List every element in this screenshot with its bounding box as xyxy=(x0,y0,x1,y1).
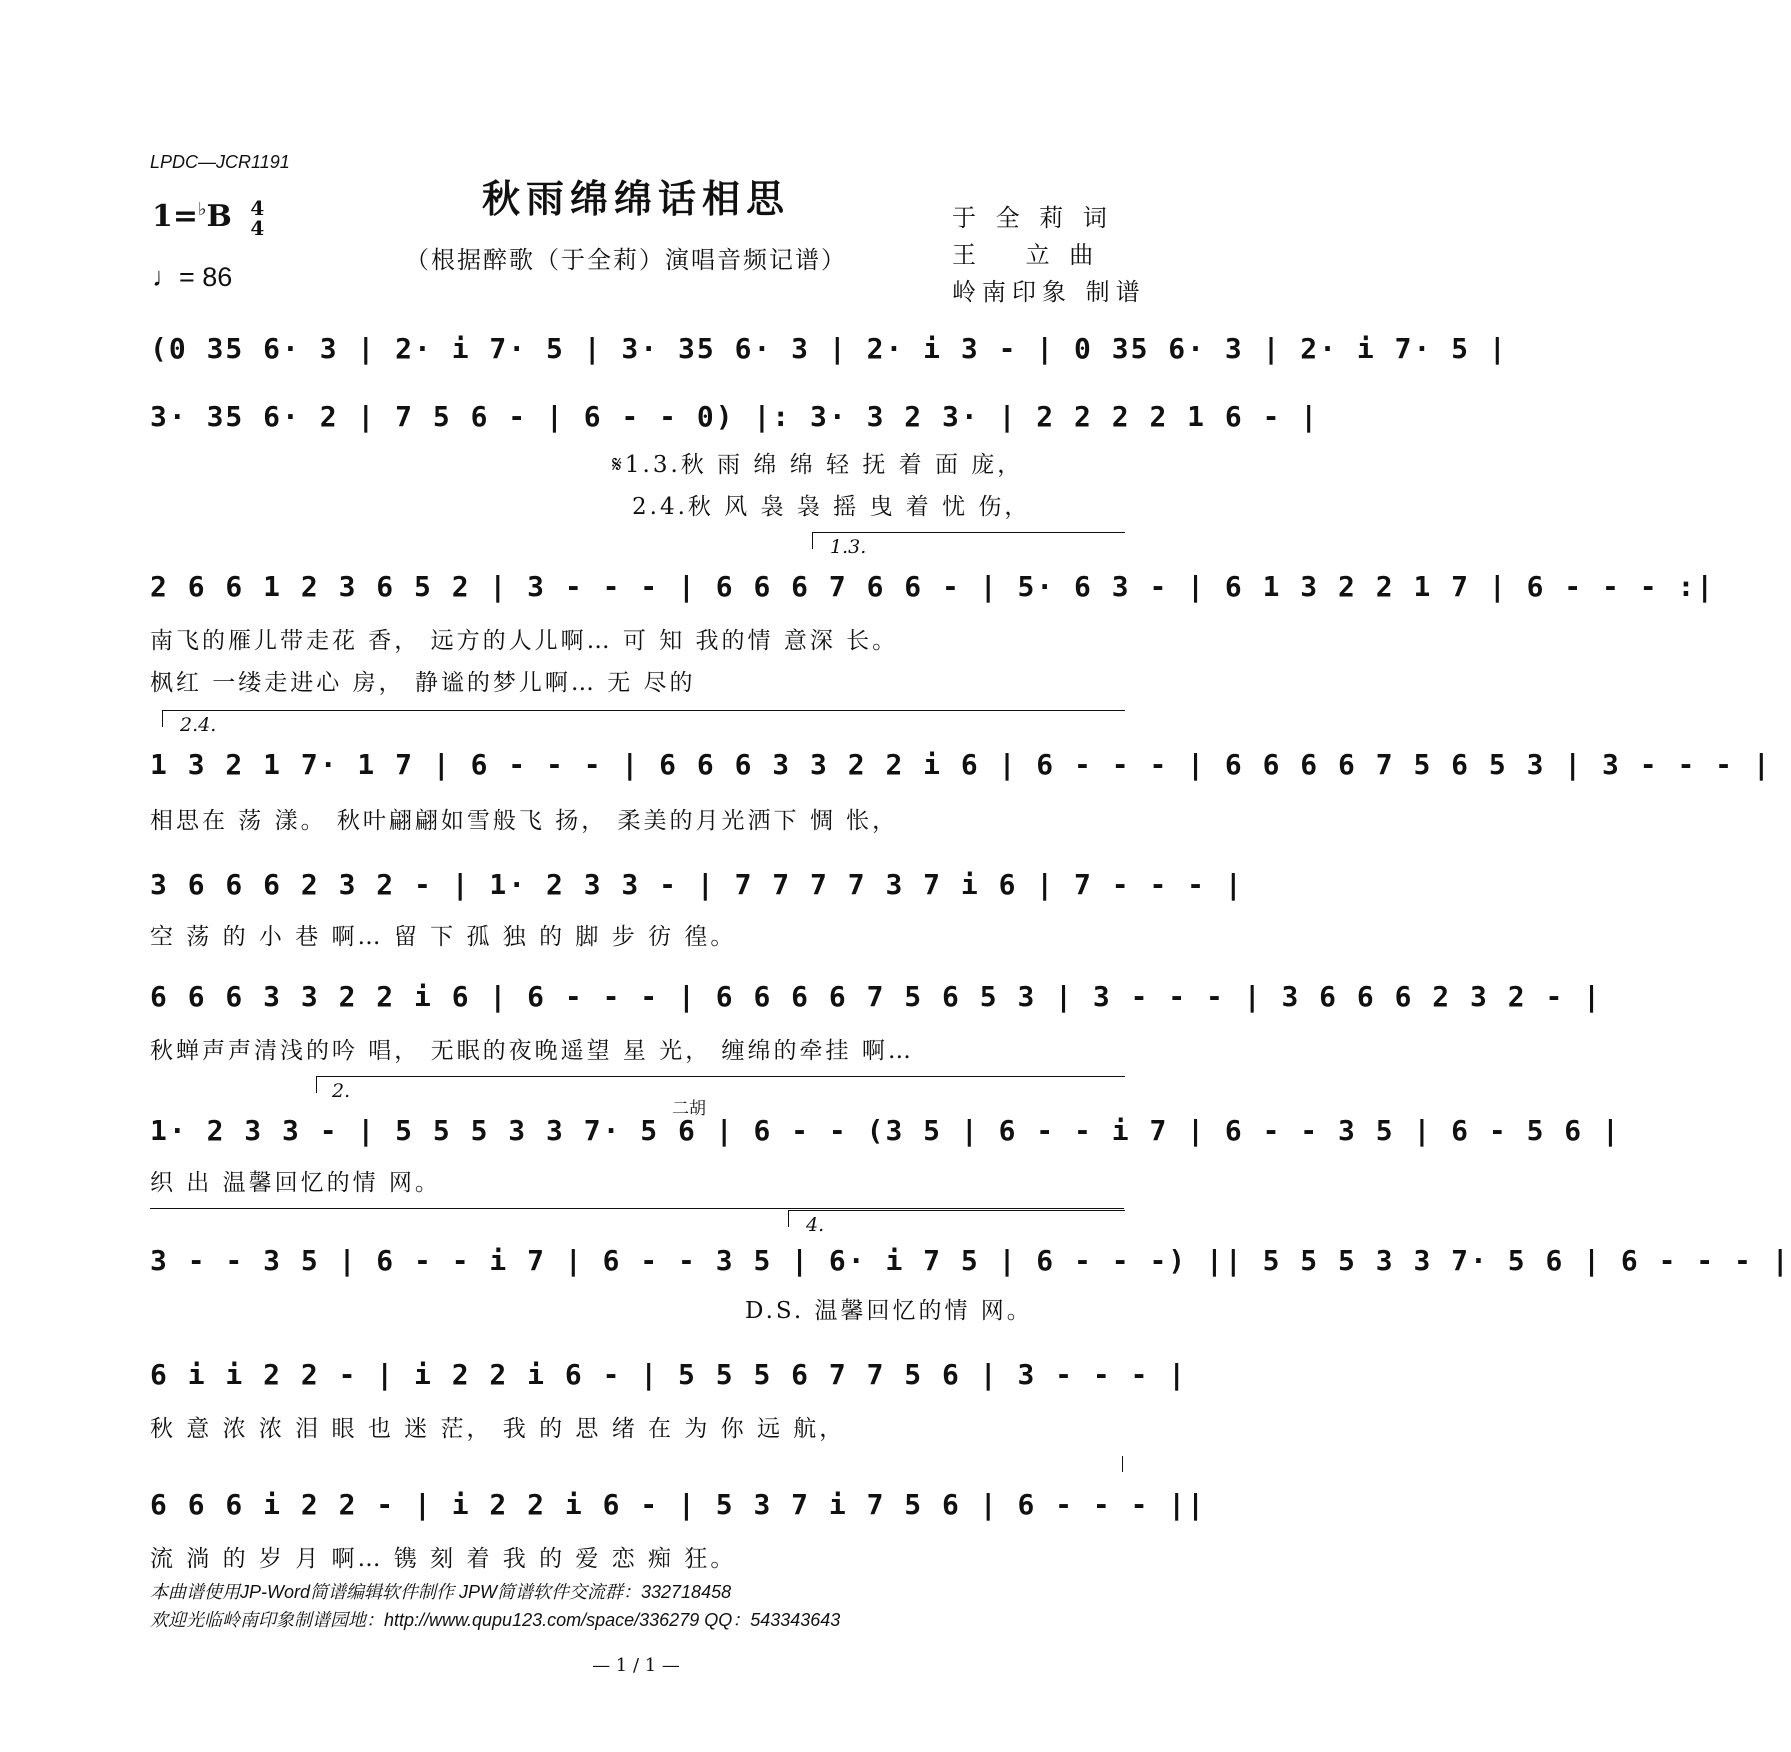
time-signature xyxy=(250,198,264,238)
song-subtitle: （根据醉歌（于全莉）演唱音频记谱） xyxy=(405,246,847,274)
tempo-marking xyxy=(152,262,232,293)
credits xyxy=(952,200,1146,311)
final-volta-end xyxy=(1122,1456,1123,1472)
page-number: — 1 / 1 — xyxy=(592,1655,680,1676)
lyricist-credit: 于 全 莉 词 xyxy=(952,204,1113,232)
notation-line-3: 2 6 6 1 2 3 6 5 2 | 3 - - - | 6 6 6 7 6 6 - | 5· 6 3 - | 6 1 3 2 2 1 7 | 6 - - - :| xyxy=(150,570,1716,603)
volta-bracket-24 xyxy=(162,710,1125,727)
footer-line-2: 欢迎光临岭南印象制谱园地：http://www.qupu123.com/space/336279 QQ：543343643 xyxy=(150,1610,841,1630)
key-signature xyxy=(152,198,264,238)
flat-symbol: ♭ xyxy=(198,199,207,220)
volta-label-2: 2. xyxy=(332,1080,351,1102)
lyric-line-6: 秋蝉声声清浅的吟 唱， 无眠的夜晚遥望 星 光， 缠绵的牵挂 啊… xyxy=(150,1038,914,1064)
notation-line-7: 1· 2 3 3 - | 5 5 5 3 3 7· 5 6 | 6 - - (3 5 | 6 - - i 7 | 6 - - 3 5 | 6 - 5 6 | xyxy=(150,1114,1621,1147)
system-divider xyxy=(150,1208,1124,1209)
lyric-line-2b: 2.4.秋 风 袅 袅 摇 曳 着 忧 伤， xyxy=(632,494,1031,520)
lyric-line-4: 相思在 荡 漾。 秋叶翩翩如雪般飞 扬， 柔美的月光洒下 惆 怅， xyxy=(150,808,899,834)
volta-label-4: 4. xyxy=(806,1214,825,1236)
volta-bracket-4 xyxy=(788,1210,1125,1227)
notation-line-9: 6 i i 2 2 - | i 2 2 i 6 - | 5 5 5 6 7 7 5 6 | 3 - - - | xyxy=(150,1358,1188,1391)
lyric-line-3b: 枫红 一缕走进心 房， 静谧的梦儿啊… 无 尽的 xyxy=(150,670,696,696)
time-bottom: 4 xyxy=(250,216,265,240)
notation-line-6: 6 6 6 3 3 2 2 i 6 | 6 - - - | 6 6 6 6 7 5 6 5 3 | 3 - - - | 3 6 6 6 2 3 2 - | xyxy=(150,980,1603,1013)
volta-label-13: 1.3. xyxy=(830,536,867,558)
key-prefix: 1= xyxy=(152,199,199,234)
footer-line-1: 本曲谱使用JP-Word简谱编辑软件制作 JPW简谱软件交流群：332718458 xyxy=(150,1582,732,1602)
quarter-note-icon: ♩ xyxy=(152,262,179,292)
volta-bracket-2 xyxy=(316,1076,1125,1093)
notation-line-2: 3· 35 6· 2 | 7 5 6 - | 6 - - 0) |: 3· 3 2 3· | 2 2 2 2 1 6 - | xyxy=(150,400,1320,433)
lyric-line-5: 空 荡 的 小 巷 啊… 留 下 孤 独 的 脚 步 彷 徨。 xyxy=(150,924,737,950)
score-code: LPDC—JCR1191 xyxy=(150,152,290,172)
erhu-label: 二胡 xyxy=(672,1099,706,1119)
lyric-line-10: 流 淌 的 岁 月 啊… 镌 刻 着 我 的 爱 恋 痴 狂。 xyxy=(150,1546,737,1572)
lyric-line-2a: 𝄋1.3.秋 雨 绵 绵 轻 抚 着 面 庞， xyxy=(612,452,1024,478)
arranger-credit: 岭南印象 制谱 xyxy=(952,278,1146,306)
tempo-value: = 86 xyxy=(179,262,233,292)
notation-line-10: 6 6 6 i 2 2 - | i 2 2 i 6 - | 5 3 7 i 7 5 6 | 6 - - - || xyxy=(150,1488,1207,1521)
notation-line-8: 3 - - 3 5 | 6 - - i 7 | 6 - - 3 5 | 6· i 7 5 | 6 - - -) || 5 5 5 3 3 7· 5 6 | 6 - - - | xyxy=(150,1244,1791,1277)
composer-credit: 王 立 曲 xyxy=(952,241,1100,269)
lyric-line-9: 秋 意 浓 浓 泪 眼 也 迷 茫， 我 的 思 绪 在 为 你 远 航， xyxy=(150,1416,846,1442)
notation-line-1: (0 35 6· 3 | 2· i 7· 5 | 3· 35 6· 3 | 2· i 3 - | 0 35 6· 3 | 2· i 7· 5 | xyxy=(150,332,1508,365)
song-title: 秋雨绵绵话相思 xyxy=(481,176,790,221)
notation-line-4: 1 3 2 1 7· 1 7 | 6 - - - | 6 6 6 3 3 2 2 i 6 | 6 - - - | 6 6 6 6 7 5 6 5 3 | 3 - - - | xyxy=(150,748,1772,781)
time-top: 4 xyxy=(250,196,265,220)
lyric-line-8: D.S. 温馨回忆的情 网。 xyxy=(745,1298,1033,1324)
key-note: B xyxy=(206,199,232,234)
lyric-line-7: 织 出 温馨回忆的情 网。 xyxy=(150,1170,441,1196)
notation-line-5: 3 6 6 6 2 3 2 - | 1· 2 3 3 - | 7 7 7 7 3 7 i 6 | 7 - - - | xyxy=(150,868,1244,901)
volta-label-24: 2.4. xyxy=(180,714,217,736)
lyric-line-3a: 南飞的雁儿带走花 香， 远方的人儿啊… 可 知 我的情 意深 长。 xyxy=(150,628,899,654)
